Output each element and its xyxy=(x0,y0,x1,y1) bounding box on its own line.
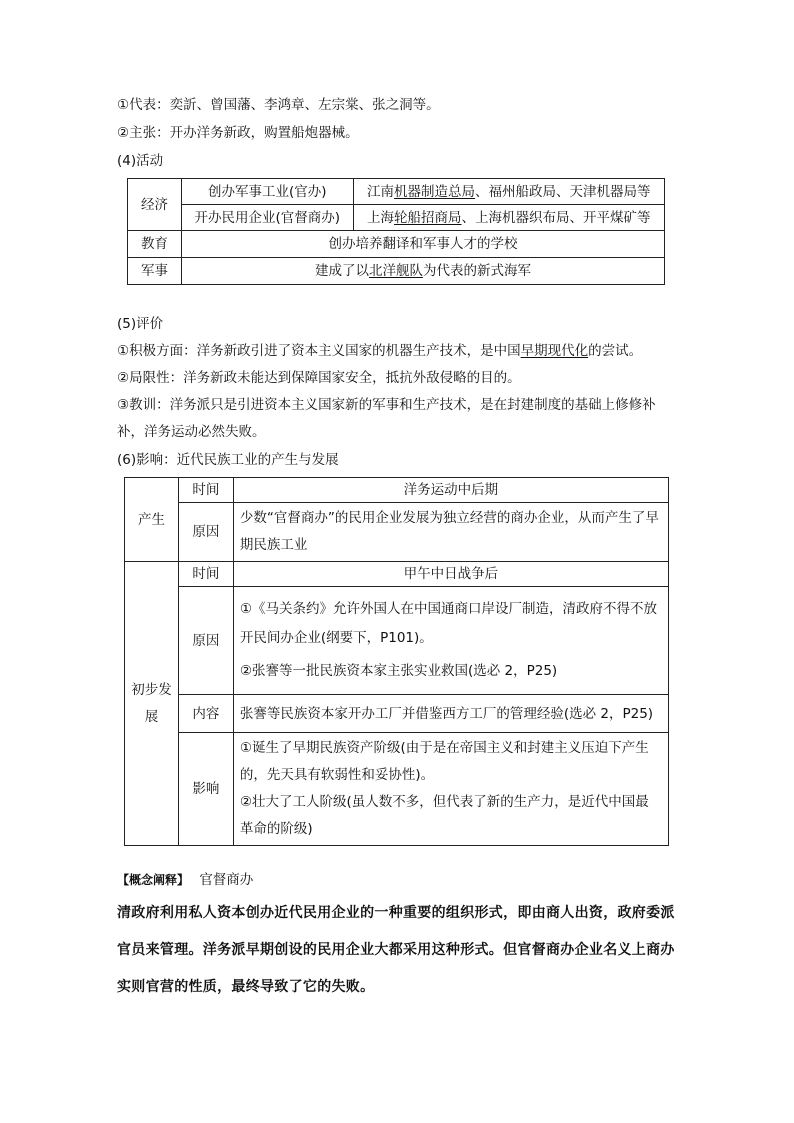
lesson-line-2: 补，洋务运动必然失败。 xyxy=(117,424,266,440)
underlined-term: 北洋舰队 xyxy=(368,263,423,279)
influence-label: 影响 xyxy=(178,733,233,846)
positive-line: ①积极方面：洋务新政引进了资本主义国家的机器生产技术，是中国早期现代化的尝试。 xyxy=(117,343,643,359)
impact-heading: (6)影响：近代民族工业的产生与发展 xyxy=(117,452,339,468)
military-label: 军事 xyxy=(128,258,182,285)
table-row xyxy=(128,258,665,285)
evaluation-heading: (5)评价 xyxy=(117,316,164,332)
table-row xyxy=(125,695,669,733)
concept-body: 清政府利用私人资本创办近代民用企业的一种重要的组织形式，即由商人出资，政府委派官员来管理。洋务派早期创设的民用企业大都采用这种形式。但官督商办企业名义上商办实则官营的性质，最终导致了它的失败。 xyxy=(117,905,675,995)
table-row xyxy=(125,478,669,503)
time-label: 时间 xyxy=(178,478,233,503)
table-row xyxy=(128,231,665,258)
table-row xyxy=(125,503,669,562)
time-label: 时间 xyxy=(178,562,233,587)
content-label: 内容 xyxy=(178,695,233,733)
representatives-line: ①代表：奕訢、曾国藩、李鸿章、左宗棠、张之洞等。 xyxy=(117,97,440,113)
industry-table xyxy=(124,477,669,846)
dev-reason xyxy=(233,587,668,695)
dev-influence xyxy=(233,733,668,846)
birth-reason: 少数“官督商办”的民用企业发展为独立经营的商办企业，从而产生了早期民族工业 xyxy=(233,503,668,562)
civil-industry-cell: 开办民用企业(官督商办) xyxy=(181,205,353,231)
underlined-term: 早期现代化 xyxy=(520,343,589,359)
table-row xyxy=(125,733,669,846)
dev-influence-1: ①诞生了早期民族资产阶级(由于是在帝国主义和封建主义压迫下产生的，先天具有软弱性和妥协性)。 xyxy=(239,740,649,783)
dev-content: 张謇等民族资本家开办工厂并借鉴西方工厂的管理经验(选必 2，P25) xyxy=(233,695,668,733)
claim-line: ②主张：开办洋务新政，购置船炮器械。 xyxy=(117,125,359,141)
dev-influence-2: ②壮大了工人阶级(虽人数不多，但代表了新的生产力，是近代中国最革命的阶级) xyxy=(239,794,649,837)
dev-reason-1: ①《马关条约》允许外国人在中国通商口岸设厂制造，清政府不得不放开民间办企业(纲要下，P101)。 xyxy=(239,601,657,646)
table-row xyxy=(128,179,665,205)
table-row xyxy=(128,205,665,231)
underlined-term: 轮船招商局 xyxy=(394,209,462,226)
education-label: 教育 xyxy=(128,231,182,258)
activity-table xyxy=(127,178,665,285)
reason-label: 原因 xyxy=(178,587,233,695)
birth-time: 洋务运动中后期 xyxy=(233,478,668,503)
reason-label: 原因 xyxy=(178,503,233,562)
concept-term: 官督商办 xyxy=(199,872,254,888)
underlined-term: 机器制造总局 xyxy=(394,183,476,200)
dev-label: 初步发展 xyxy=(125,562,179,846)
lesson-line-1: ③教训：洋务派只是引进资本主义国家新的军事和生产技术，是在封建制度的基础上修修补 xyxy=(117,397,656,413)
concept-label: 【概念阐释】 xyxy=(117,873,190,887)
birth-label: 产生 xyxy=(125,478,179,562)
table-row xyxy=(125,587,669,695)
military-text: 建成了以北洋舰队为代表的新式海军 xyxy=(181,258,664,285)
economy-label: 经济 xyxy=(128,179,182,231)
activity-heading: (4)活动 xyxy=(117,153,164,169)
limitation-line: ②局限性：洋务新政未能达到保障国家安全，抵抗外敌侵略的目的。 xyxy=(117,370,521,386)
dev-reason-2: ②张謇等一批民族资本家主张实业救国(选必 2，P25) xyxy=(239,663,558,679)
military-industry-cell: 创办军事工业(官办) xyxy=(181,179,353,205)
civil-industry-items: 上海轮船招商局、上海机器织布局、开平煤矿等 xyxy=(353,205,664,231)
dev-time: 甲午中日战争后 xyxy=(233,562,668,587)
military-industry-items: 江南机器制造总局、福州船政局、天津机器局等 xyxy=(353,179,664,205)
education-text: 创办培养翻译和军事人才的学校 xyxy=(181,231,664,258)
table-row xyxy=(125,562,669,587)
concept-heading xyxy=(117,870,253,890)
